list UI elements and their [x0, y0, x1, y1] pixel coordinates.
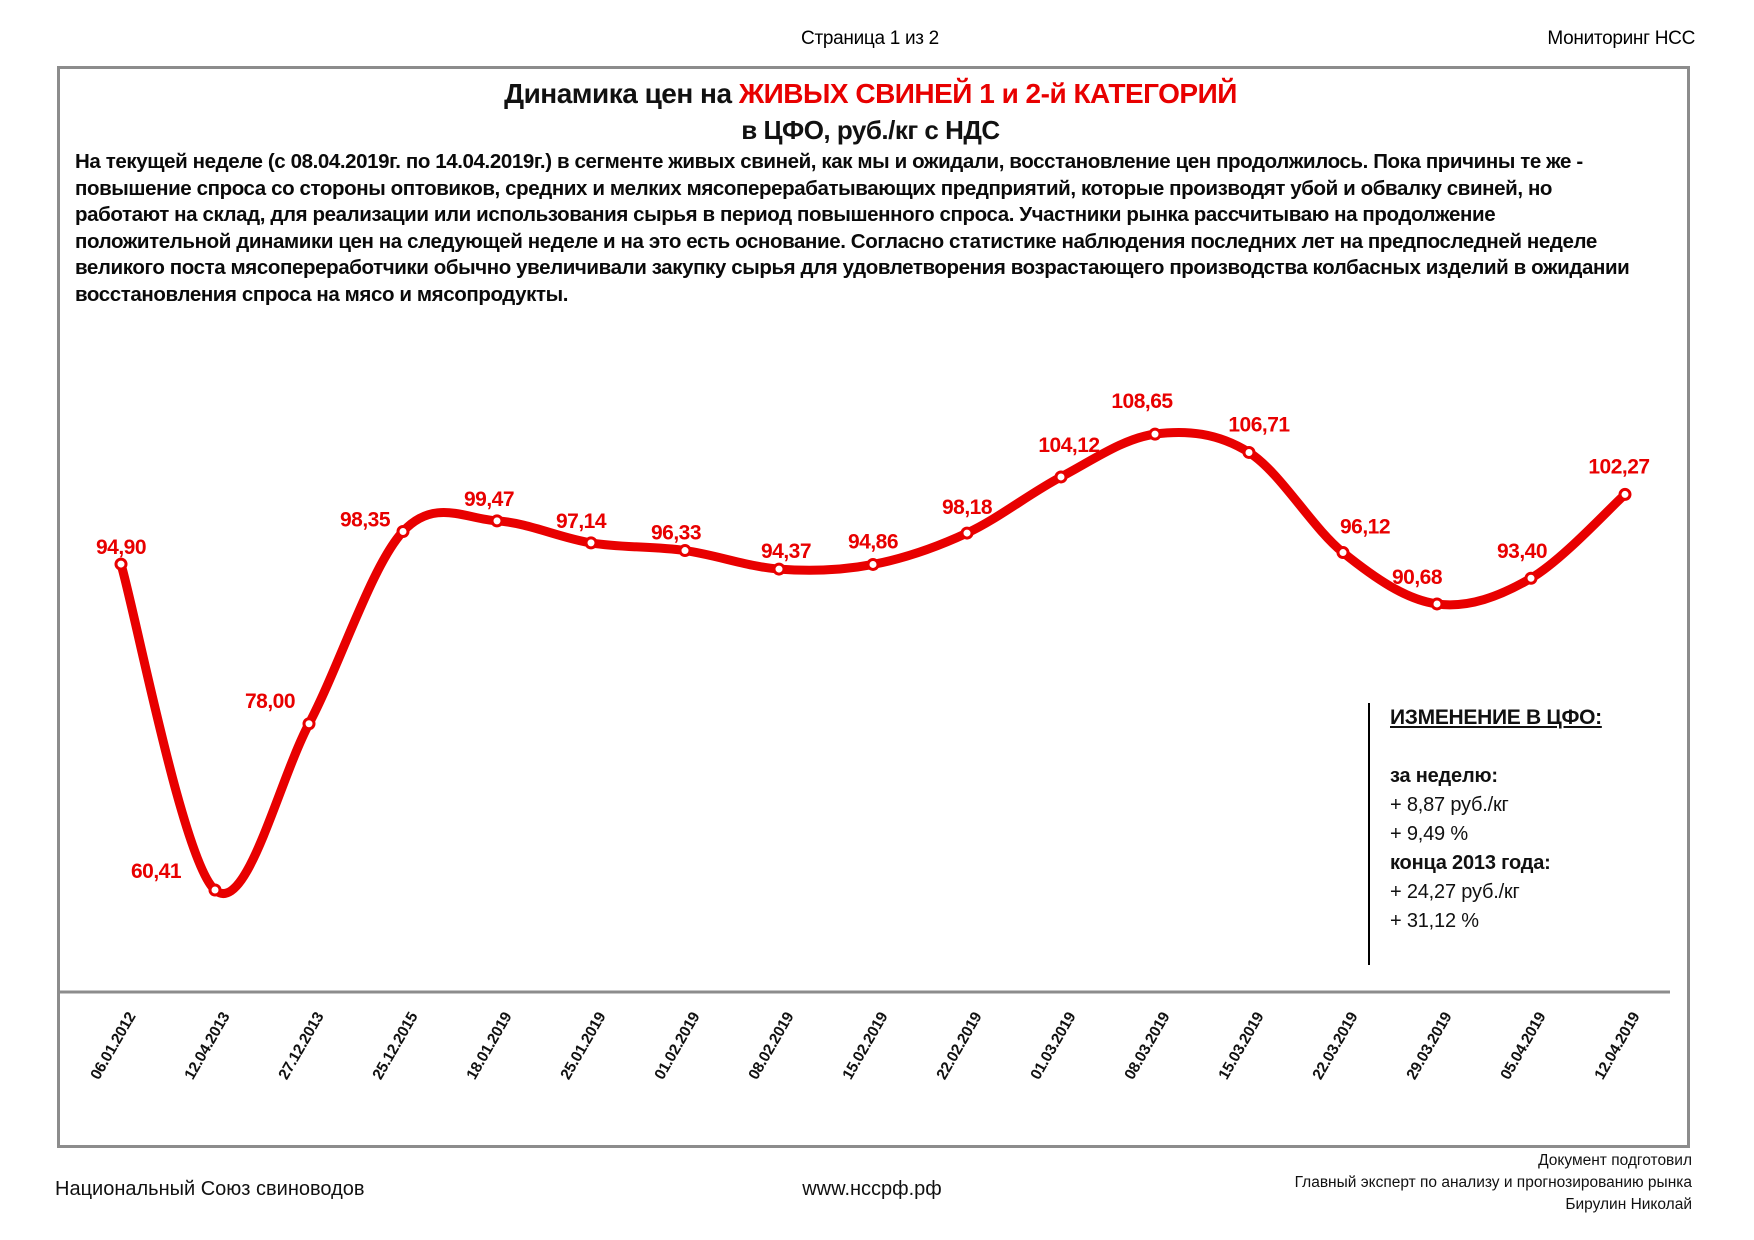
data-point-marker [304, 719, 314, 729]
footer-prepared-by: Документ подготовил [1538, 1152, 1692, 1169]
data-point-marker [962, 528, 972, 538]
data-point-label: 96,12 [1339, 515, 1391, 539]
x-axis-tick-label: 06.01.2012 [87, 1009, 140, 1083]
data-point-label: 93,40 [1496, 540, 1548, 564]
x-axis-tick-label: 15.02.2019 [839, 1009, 892, 1083]
footer-organization: Национальный Союз свиноводов [55, 1178, 365, 1200]
data-point-marker [1150, 429, 1160, 439]
x-axis-tick-label: 01.02.2019 [651, 1009, 704, 1083]
data-point-label: 108,65 [1111, 390, 1173, 414]
data-point-label: 96,33 [650, 521, 702, 545]
change-summary-box [1390, 706, 1650, 936]
x-axis-tick-label: 25.12.2015 [369, 1009, 422, 1083]
x-axis-tick-label: 08.02.2019 [745, 1009, 798, 1083]
x-axis-tick-label: 18.01.2019 [463, 1009, 516, 1083]
data-point-marker [1620, 489, 1630, 499]
data-point-marker [492, 516, 502, 526]
change-since-label: конца 2013 года: [1390, 852, 1551, 874]
data-point-label: 94,86 [847, 530, 899, 554]
change-week-label: за неделю: [1390, 765, 1498, 787]
data-point-marker [774, 564, 784, 574]
data-point-label: 98,18 [941, 496, 993, 520]
x-axis-tick-label: 12.04.2013 [181, 1009, 234, 1083]
chart-subtitle: в ЦФО, руб./кг с НДС [741, 115, 1000, 145]
chart-title-prefix: Динамика цен на [504, 78, 739, 109]
change-box-divider [1368, 703, 1370, 965]
data-point-marker [210, 885, 220, 895]
data-point-marker [586, 538, 596, 548]
change-since-rub: + 24,27 руб./кг [1390, 881, 1520, 903]
page-indicator: Страница 1 из 2 [801, 28, 939, 49]
x-axis-tick-label: 27.12.2013 [275, 1009, 328, 1083]
change-since-pct: + 31,12 % [1390, 910, 1479, 932]
x-axis-tick-label: 01.03.2019 [1027, 1009, 1080, 1083]
data-point-label: 94,37 [760, 540, 812, 564]
data-point-label: 78,00 [244, 689, 296, 713]
footer-author-title: Главный эксперт по анализу и прогнозированию рынка [1294, 1174, 1692, 1191]
x-axis-tick-label: 22.02.2019 [933, 1009, 986, 1083]
x-axis-tick-label: 25.01.2019 [557, 1009, 610, 1083]
data-point-marker [1526, 573, 1536, 583]
footer-author-block [1295, 1150, 1692, 1216]
data-point-marker [116, 559, 126, 569]
change-week-pct: + 9,49 % [1390, 823, 1468, 845]
data-point-label: 106,71 [1228, 413, 1290, 437]
data-point-label: 102,27 [1588, 455, 1650, 479]
data-point-label: 98,35 [339, 508, 391, 532]
x-axis-tick-label: 12.04.2019 [1591, 1009, 1644, 1083]
data-point-label: 97,14 [555, 509, 607, 533]
x-axis-tick-label: 05.04.2019 [1497, 1009, 1550, 1083]
data-point-marker [398, 526, 408, 536]
commentary-paragraph: На текущей неделе (с 08.04.2019г. по 14.04.2019г.) в сегменте живых свиней, как мы и ожидали, восстановление цен продолжилось. Пока причины те же - повышение спроса со стороны оптовиков, средних и мелких мясоперерабатывающих предприятий, которые производят убой и обвалку свиней, но работают на склад, для реализации или использования сырья в период повышенного спроса. Участники рынка рассчитываю на продолжение положительной динамики цен на следующей неделе и на это есть основание. Согласно статистике наблюдения последних лет на предпоследней неделе великого поста мясопереработчики обычно увеличивали закупку сырья для удовлетворения возрастающего производства колбасных изделий в ожидании восстановления спроса на мясо и мясопродукты. [75, 150, 1630, 306]
data-point-marker [1056, 472, 1066, 482]
data-point-marker [1432, 599, 1442, 609]
change-box-heading: ИЗМЕНЕНИЕ В ЦФО: [1390, 706, 1602, 729]
monitoring-label: Мониторинг НСС [1547, 28, 1695, 49]
x-axis-tick-label: 22.03.2019 [1309, 1009, 1362, 1083]
data-point-label: 99,47 [463, 487, 515, 511]
data-point-label: 104,12 [1038, 433, 1100, 457]
footer-author-name: Бирулин Николай [1565, 1196, 1692, 1213]
data-point-label: 60,41 [130, 860, 182, 883]
x-axis-tick-label: 29.03.2019 [1403, 1009, 1456, 1083]
chart-title-highlight: ЖИВЫХ СВИНЕЙ 1 и 2-й КАТЕГОРИЙ [738, 78, 1237, 109]
x-axis-tick-label: 08.03.2019 [1121, 1009, 1174, 1083]
data-point-label: 90,68 [1391, 565, 1443, 589]
x-axis-tick-label: 15.03.2019 [1215, 1009, 1268, 1083]
change-week-rub: + 8,87 руб./кг [1390, 794, 1509, 816]
data-point-marker [868, 559, 878, 569]
data-point-marker [1338, 548, 1348, 558]
data-point-marker [1244, 447, 1254, 457]
data-point-label: 94,90 [95, 536, 147, 560]
data-point-marker [680, 546, 690, 556]
footer-website: www.нссрф.рф [802, 1178, 942, 1200]
